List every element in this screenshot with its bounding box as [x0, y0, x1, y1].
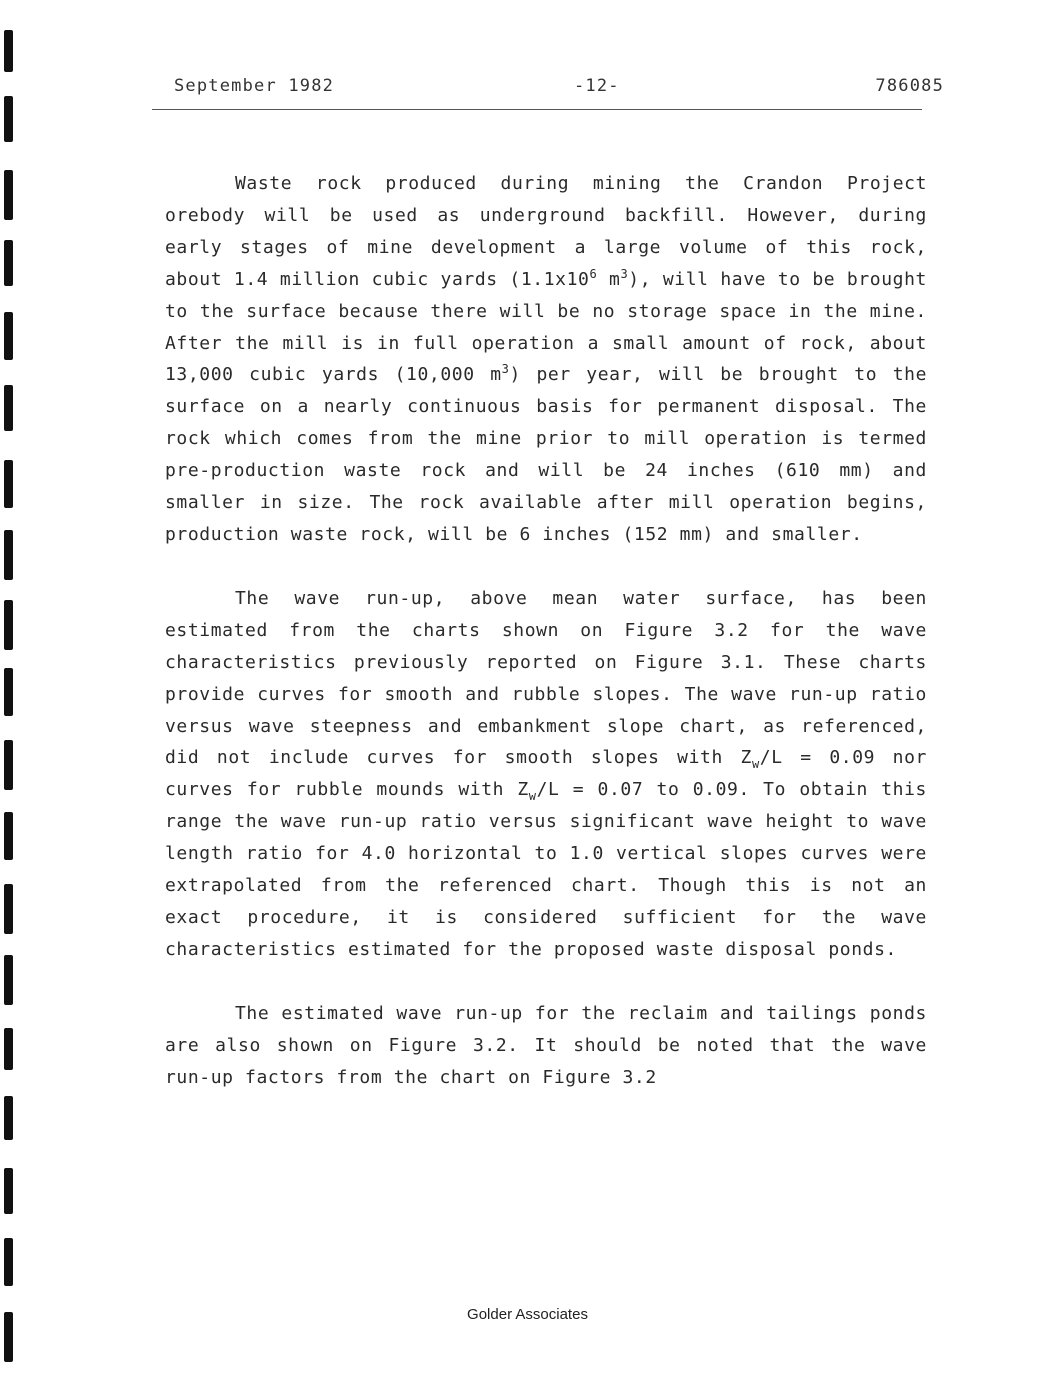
subscript: w	[751, 757, 760, 772]
text-segment: /L = 0.07 to 0.09. To obtain this range the wave run-up ratio versus significant wave height to wave length ratio for 4.0 horizontal to 1.0 vertical slopes curves were extrapolated from the referenced chart. Though this is not an exact procedure, it is considered sufficient for the wave characteristics estimated for the proposed waste disposal ponds.	[165, 779, 927, 960]
paragraph-1	[165, 168, 927, 551]
binder-mark	[4, 530, 13, 580]
text-segment: ) per year, will be brought to the surface on a nearly continuous basis for permanent disposal. The rock which comes from the mine prior to mill operation is termed pre-production waste rock and will be 24 inches (610 mm) and smaller in size. The rock available after mill operation begins, production waste rock, will be 6 inches (152 mm) and smaller.	[165, 364, 928, 545]
body-text	[165, 168, 927, 1125]
binder-mark	[4, 1028, 13, 1070]
binder-mark	[4, 460, 13, 508]
page-header	[174, 76, 944, 100]
header-divider	[152, 109, 922, 110]
binder-mark	[4, 740, 13, 790]
binder-mark	[4, 1096, 13, 1140]
text-segment: ), will have to be brought to the surface because there will be no storage space in the mine. After the mill is in full operation a small amount of rock, about 13,000 cubic yards (10,000 m	[165, 268, 927, 386]
binder-mark	[4, 240, 13, 286]
binder-mark	[4, 1168, 13, 1214]
text-segment: Waste rock produced during mining the Crandon Project orebody will be used as underground backfill. However, during early stages of mine development a large volume of this rock, about 1.4 million cubic yards (1.1x10	[165, 173, 927, 290]
superscript: 6	[589, 266, 598, 281]
page-footer: Golder Associates	[467, 1306, 588, 1323]
binder-mark	[4, 30, 13, 72]
subscript: w	[528, 789, 537, 804]
binder-mark	[4, 955, 13, 1005]
text-segment: The estimated wave run-up for the reclaim and tailings ponds are also shown on Figure 3.2. It should be noted that the wave run-up factors from the chart on Figure 3.2	[165, 1002, 927, 1088]
binder-hole-marks	[2, 0, 16, 1380]
header-page-number: -12-	[574, 76, 620, 96]
text-segment: The wave run-up, above mean water surface, has been estimated from the charts shown on Figure 3.2 for the wave characteristics previously reported on Figure 3.1. These charts provide curves for smooth and rubble slopes. The wave run-up ratio versus wave steepness and embankment slope chart, as referenced, did not include curves for smooth slopes with Z	[165, 587, 927, 769]
superscript: 3	[501, 362, 510, 377]
superscript: 3	[620, 266, 629, 281]
binder-mark	[4, 170, 13, 220]
paragraph-3	[165, 998, 927, 1094]
header-date: September 1982	[174, 76, 335, 96]
text-segment: /L = 0.09 nor curves for rubble mounds with Z	[165, 747, 927, 801]
binder-mark	[4, 312, 13, 360]
binder-mark	[4, 96, 13, 142]
text-segment: m	[597, 268, 621, 290]
binder-mark	[4, 812, 13, 860]
binder-mark	[4, 385, 13, 431]
paragraph-2	[165, 583, 927, 966]
binder-mark	[4, 600, 13, 650]
binder-mark	[4, 1238, 13, 1286]
header-document-number: 786085	[875, 76, 944, 96]
binder-mark	[4, 668, 13, 716]
binder-mark	[4, 884, 13, 934]
